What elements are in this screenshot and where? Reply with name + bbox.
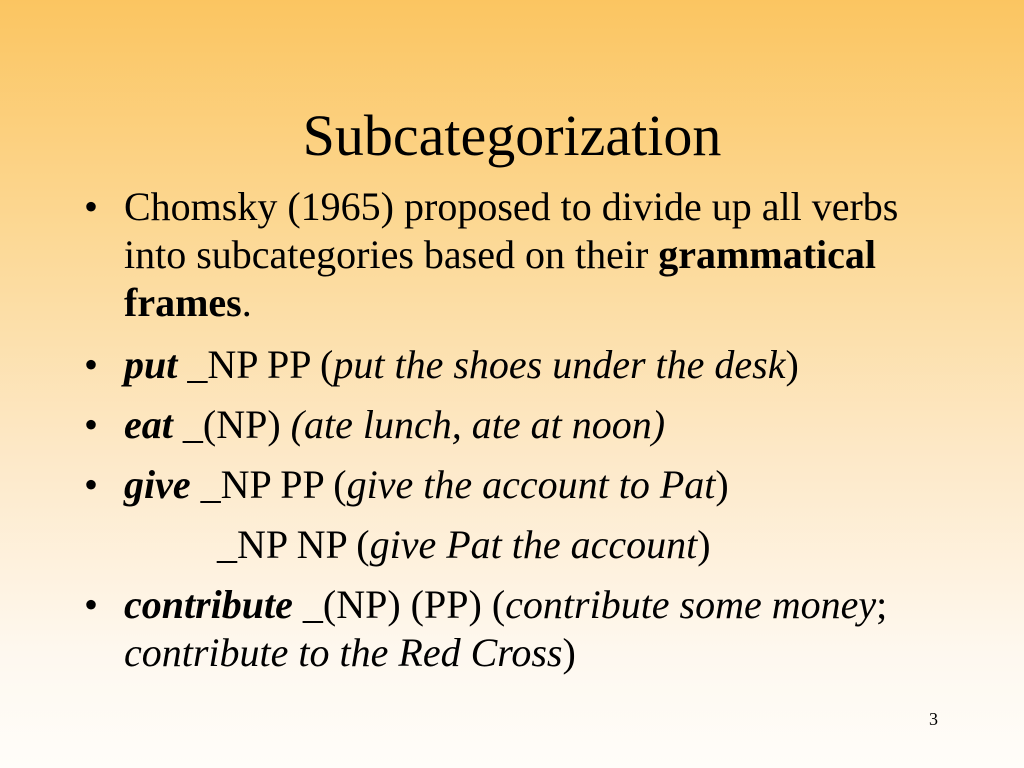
bullet-marker: • <box>84 184 99 229</box>
close-paren: ) <box>785 342 799 387</box>
bullet-marker: • <box>84 582 99 627</box>
close-paren: ) <box>697 522 711 567</box>
frame-text: _(NP) <box>172 402 291 447</box>
frame-text: _NP PP ( <box>190 462 347 507</box>
example-text: (ate lunch, ate at noon) <box>290 402 666 447</box>
bullet-item-give <box>84 461 914 509</box>
bullet-marker: • <box>84 462 99 507</box>
frame-text: _NP NP ( <box>217 522 370 567</box>
bullet-marker: • <box>84 342 99 387</box>
bullet-item-eat <box>84 401 914 449</box>
bullet-item-chomsky <box>84 183 914 327</box>
example-text: put the shoes under the desk <box>333 342 786 387</box>
example-text: give the account to Pat <box>346 462 716 507</box>
verb-label: eat <box>124 402 173 447</box>
verb-label: put <box>124 342 178 387</box>
frame-text: _NP PP ( <box>177 342 334 387</box>
example-text: contribute some money <box>505 582 877 627</box>
page-number: 3 <box>929 709 938 729</box>
bullet-continuation-give <box>84 521 914 569</box>
bullet-bold-term: grammatical frames <box>124 232 876 325</box>
close-paren: ) <box>562 630 576 675</box>
bullet-item-put <box>84 341 914 389</box>
bullet-punct: . <box>241 280 252 325</box>
bullet-text: Chomsky (1965) proposed to divide up all verbs into subcategories based on their <box>124 184 899 277</box>
close-paren: ) <box>715 462 729 507</box>
example-text: contribute to the Red Cross <box>124 630 563 675</box>
slide-title: Subcategorization <box>302 103 722 168</box>
frame-text: _(NP) (PP) ( <box>292 582 506 627</box>
bullet-list <box>84 183 914 677</box>
bullet-item-contribute <box>84 581 914 677</box>
verb-label: contribute <box>124 582 293 627</box>
verb-label: give <box>124 462 191 507</box>
bullet-marker: • <box>84 402 99 447</box>
example-text: give Pat the account <box>369 522 698 567</box>
separator: ; <box>876 582 888 627</box>
